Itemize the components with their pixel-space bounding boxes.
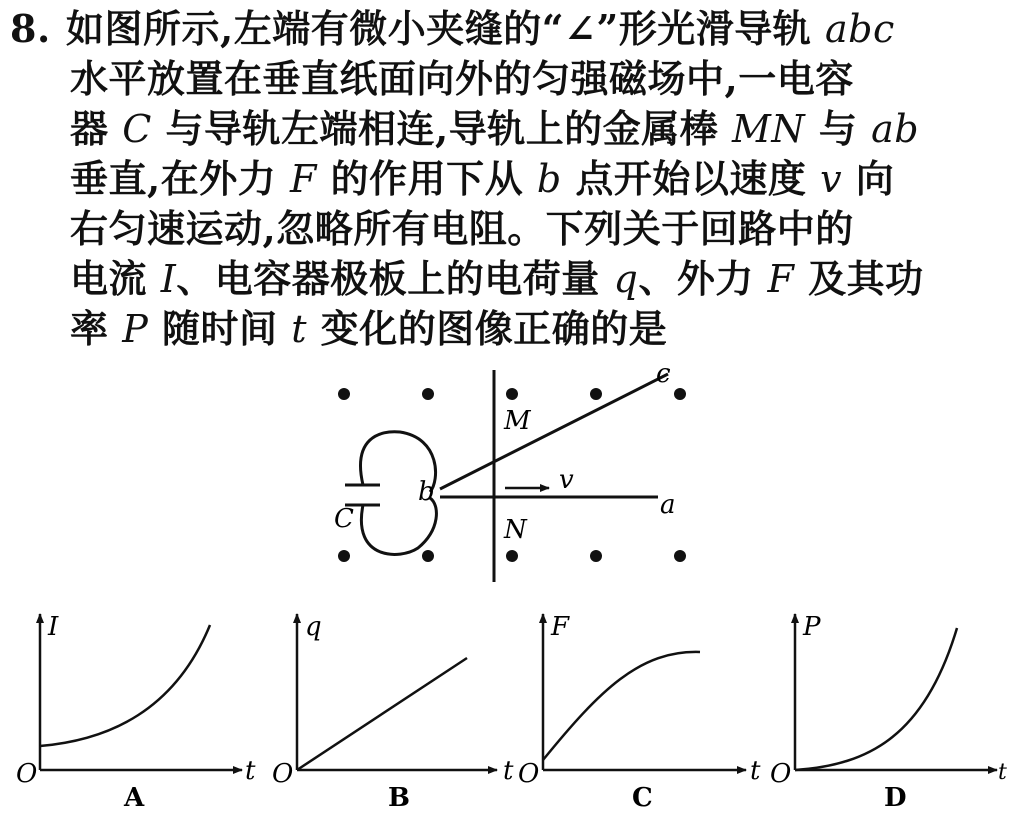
graph-D-option: D: [884, 783, 907, 813]
graph-A-curve: [40, 625, 210, 746]
label-N: N: [504, 515, 527, 545]
var-t: t: [291, 307, 308, 351]
graph-C-origin: O: [518, 759, 540, 789]
var-I: I: [160, 257, 177, 301]
label-M: M: [504, 406, 531, 436]
field-dot: [590, 550, 602, 562]
var-F: F: [289, 157, 317, 201]
graph-D-x-label: t: [998, 760, 1007, 785]
graph-A-origin: O: [16, 759, 38, 789]
line-7-text-a: 率: [70, 306, 123, 351]
var-C: C: [122, 107, 152, 151]
var-MN: MN: [732, 107, 806, 151]
line-4-text-a: 垂直,在外力: [70, 156, 290, 201]
var-v: v: [820, 157, 843, 201]
var-P: P: [122, 307, 149, 351]
label-v: v: [559, 465, 574, 495]
line-2-text: 水平放置在垂直纸面向外的匀强磁场中,一电容: [70, 56, 854, 101]
line-4-text-c: 点开始以速度: [561, 156, 821, 201]
line-6-text-a: 电流: [70, 256, 161, 301]
line-3-text-a: 器: [70, 106, 123, 151]
field-dot: [422, 550, 434, 562]
graph-D: [770, 612, 1007, 813]
line-6-text-b: 、电容器极板上的电荷量: [176, 256, 614, 301]
rail-bc: [440, 374, 668, 489]
field-dot: [338, 550, 350, 562]
line-7-text-b: 随时间: [148, 306, 292, 351]
var-b: b: [536, 157, 562, 201]
question-number: 8.: [10, 6, 51, 51]
graph-C-option: C: [632, 783, 653, 813]
field-dot: [674, 550, 686, 562]
graph-B-origin: O: [272, 759, 294, 789]
graph-C-y-label: F: [551, 612, 570, 642]
graph-D-y-label: P: [803, 612, 821, 642]
graph-A-option: A: [124, 783, 145, 813]
graph-B-x-label: t: [503, 756, 514, 786]
graph-B: [272, 612, 514, 813]
graph-C: [518, 612, 761, 813]
line-1-text: 如图所示,左端有微小夹缝的“∠”形光滑导轨: [66, 6, 826, 51]
label-c: c: [656, 359, 671, 389]
line-6-text-d: 及其功: [794, 256, 924, 301]
var-F2: F: [767, 257, 795, 301]
graph-B-y-label: q: [305, 612, 322, 642]
line-3-text-b: 与导轨左端相连,导轨上的金属棒: [151, 106, 733, 151]
graph-C-curve: [543, 652, 700, 760]
label-b: b: [418, 477, 435, 507]
label-C: C: [334, 504, 354, 534]
line-4-text-d: 向: [842, 156, 895, 201]
graph-D-origin: O: [770, 759, 792, 789]
var-abc: abc: [825, 7, 895, 51]
line-5-text: 右匀速运动,忽略所有电阻。下列关于回路中的: [70, 206, 854, 251]
var-ab: ab: [871, 107, 920, 151]
circuit-diagram: [334, 359, 686, 582]
field-dot: [674, 388, 686, 400]
line-3-text-c: 与: [805, 106, 872, 151]
field-dot: [506, 550, 518, 562]
field-dot: [422, 388, 434, 400]
graph-C-x-label: t: [750, 756, 761, 786]
graph-A-y-label: I: [48, 612, 59, 642]
field-dot: [506, 388, 518, 400]
line-4-text-b: 的作用下从: [316, 156, 537, 201]
label-a: a: [660, 490, 676, 520]
graph-B-option: B: [388, 783, 410, 813]
graph-B-line: [297, 658, 467, 770]
var-q: q: [613, 257, 639, 301]
field-dot: [590, 388, 602, 400]
line-6-text-c: 、外力: [638, 256, 768, 301]
graph-A: [16, 612, 256, 813]
graph-A-x-label: t: [245, 756, 256, 786]
field-dot: [338, 388, 350, 400]
graph-D-curve: [795, 628, 957, 770]
line-7-text-c: 变化的图像正确的是: [307, 306, 668, 351]
